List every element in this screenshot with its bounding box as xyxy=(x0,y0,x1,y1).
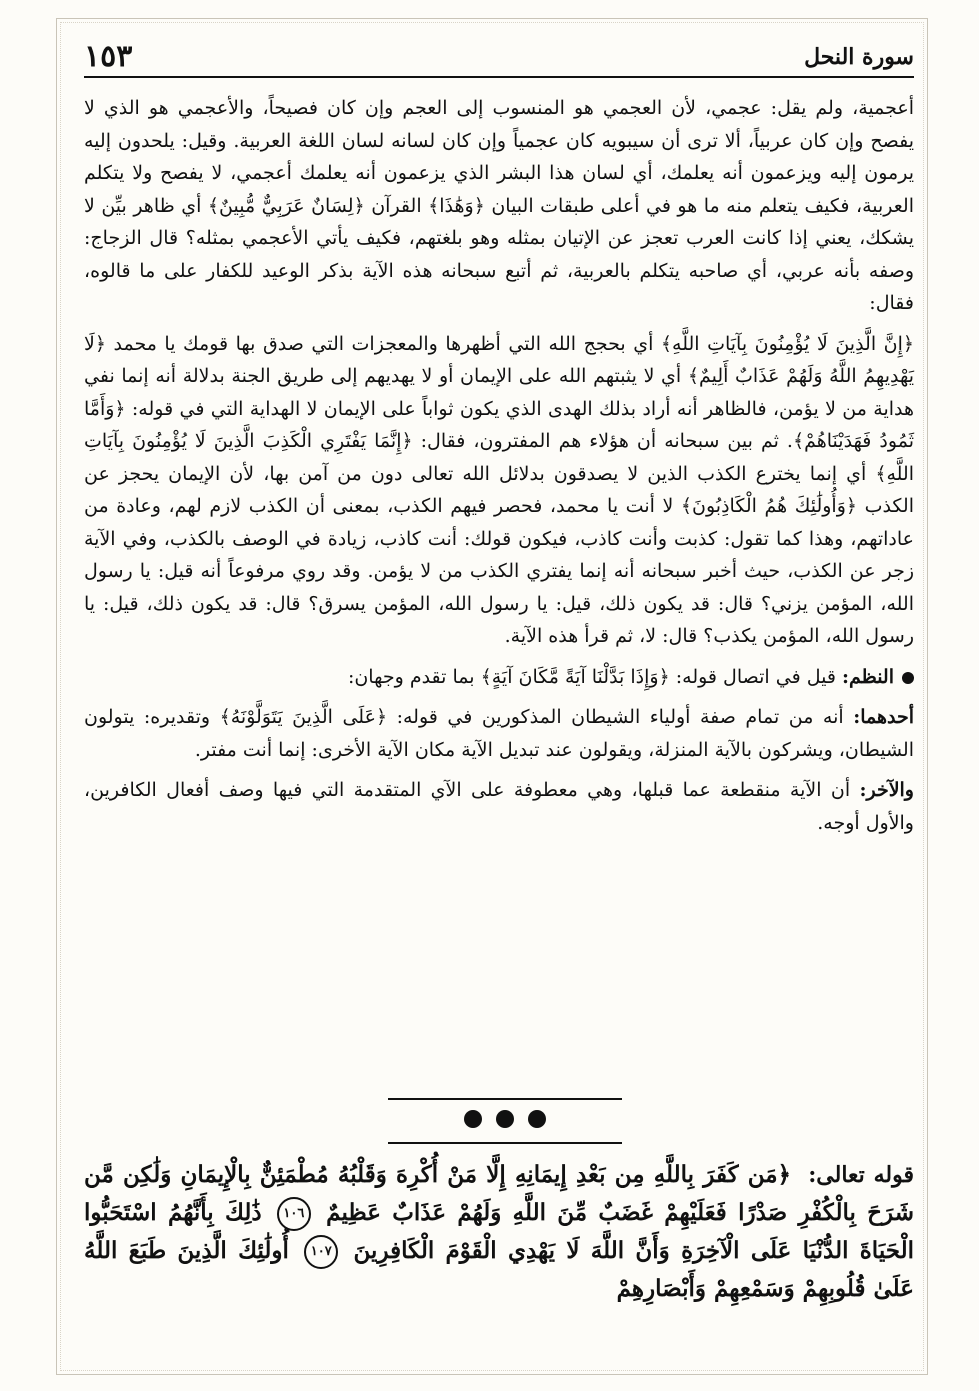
quran-verse-block xyxy=(84,1156,914,1308)
page-number: ١٥٣ xyxy=(84,39,133,74)
divider-line-bottom xyxy=(388,1142,622,1144)
verse-text-108: أُولَٰئِكَ الَّذِينَ طَبَعَ اللَّهُ عَلَىٰ قُلُوبِهِمْ وَسَمْعِهِمْ وَأَبْصَارِهِمْ xyxy=(84,1237,914,1302)
section-divider xyxy=(388,1098,622,1146)
first-view-label: أحدهما: xyxy=(853,706,914,728)
other-view-label: والآخر: xyxy=(859,779,914,801)
paragraph-other-view xyxy=(84,774,914,839)
verse-intro-label: قوله تعالى: xyxy=(808,1162,914,1188)
first-view-text: أنه من تمام صفة أولياء الشيطان المذكورين في قوله: ﴿عَلَى الَّذِينَ يَتَوَلَّوْنَهُ﴾ وتقديره: يتولون الشيطان، ويشركون بالآية المنزلة، ويقولون عند تبديل الآية مكان الآية الأخرى: إنما أنت مفتر. xyxy=(84,706,914,761)
paragraph-first-view xyxy=(84,701,914,766)
dot-icon xyxy=(464,1110,482,1128)
paragraph-nazm xyxy=(84,661,914,694)
paragraph-ajami: أعجمية، ولم يقل: عجمي، لأن العجمي هو المنسوب إلى العجم وإن كان فصيحاً، والأعجمي هو الذي لا يفصح وإن كان عربياً، ألا ترى أن سيبويه كان عجمياً وإن كان لسانه لسان اللغة العربية. وقيل: يلحدون إليه يرمون إليه ويزعمون أنه يعلمك، أي لسان هذا البشر الذي يزعمون أنه يعلمك أعجمي، لا يفصح ولا يتكلم العربية، فكيف يتعلم منه ما هو في أعلى طبقات البيان ﴿وَهَٰذَا﴾ القرآن ﴿لِسَانٌ عَرَبِيٌّ مُّبِينٌ﴾ أي ظاهر بيِّن لا يشكك، يعني إذا كانت العرب تعجز عن الإتيان بمثله وهو بلغتهم، فكيف يأتي الأعجمي بمثله؟ قال الزجاج: وصفه بأنه عربي، أي صاحبه يتكلم بالعربية، ثم أتبع سبحانه هذه الآية بذكر الوعيد للكفار على ما قالوه، فقال: xyxy=(84,97,914,314)
verse-text-107: ذَٰلِكَ بِأَنَّهُمُ اسْتَحَبُّوا الْحَيَاةَ الدُّنْيَا عَلَى الْآخِرَةِ وَأَنَّ اللَّهَ لَا يَهْدِي الْقَوْمَ الْكَافِرِينَ xyxy=(84,1199,914,1264)
ayah-number-107: ١٠٧ xyxy=(304,1235,338,1269)
nazm-text: قيل في اتصال قوله: ﴿وَإِذَا بَدَّلْنَا آيَةً مَّكَانَ آيَةٍ﴾ بما تقدم وجهان: xyxy=(347,665,836,688)
nazm-label: النظم: xyxy=(841,665,894,688)
ayah-number-106: ١٠٦ xyxy=(277,1197,311,1231)
surah-title: سورة النحل xyxy=(804,44,914,70)
dot-icon xyxy=(496,1110,514,1128)
dot-icon xyxy=(528,1110,546,1128)
divider-line-top xyxy=(388,1098,622,1100)
page-header xyxy=(84,30,914,78)
paragraph-verse-commentary: ﴿إِنَّ الَّذِينَ لَا يُؤْمِنُونَ بِآيَاتِ اللَّهِ﴾ أي بحجج الله التي أظهرها والمعجزات التي صدق بها قومك يا محمد ﴿لَا يَهْدِيهِمُ اللَّهُ وَلَهُمْ عَذَابٌ أَلِيمٌ﴾ أي لا يثبتهم الله على الإيمان أو لا يهديهم إلى طريق الجنة بدلالة أنه إنما نفي هداية من لا يؤمن، فالظاهر أنه أراد بذلك الهدى الذي يكون ثواباً على الإيمان لا الهداية التي في قوله: ﴿وَأَمَّا ثَمُودُ فَهَدَيْنَاهُمْ﴾. ثم بين سبحانه أن هؤلاء هم المفترون، فقال: ﴿إِنَّمَا يَفْتَرِي الْكَذِبَ الَّذِينَ لَا يُؤْمِنُونَ بِآيَاتِ اللَّهِ﴾ أي إنما يخترع الكذب الذين لا يصدقون بدلائل الله تعالى دون من آمن بها، لأن الإيمان يحجز عن الكذب ﴿وَأُولَٰئِكَ هُمُ الْكَاذِبُونَ﴾ لا أنت يا محمد، فحصر فيهم الكذب، بمعنى أن الكذب لازم لهم، وعادة من عاداتهم، وهذا كما تقول: كذبت وأنت كاذب، فيكون قولك: أنت كاذب، زيادة في الوصف بالكذب، وفي الآية زجر عن الكذب، حيث أخبر سبحانه أنه إنما يفتري الكذب من لا يؤمن. وقد روي مرفوعاً أنه قيل: يا رسول الله، المؤمن يزني؟ قال: قد يكون ذلك، قيل: يا رسول الله، المؤمن يسرق؟ قال: قد يكون ذلك، قيل: يا رسول الله، المؤمن يكذب؟ قال: لا، ثم قرأ هذه الآية. xyxy=(84,332,914,647)
divider-dots xyxy=(388,1110,622,1132)
verse-text-106: ﴿مَن كَفَرَ بِاللَّهِ مِن بَعْدِ إِيمَانِهِ إِلَّا مَنْ أُكْرِهَ وَقَلْبُهُ مُطْمَئِنٌّ بِالْإِيمَانِ وَلَٰكِن مَّن شَرَحَ بِالْكُفْرِ صَدْرًا فَعَلَيْهِمْ غَضَبٌ مِّنَ اللَّهِ وَلَهُمْ عَذَابٌ عَظِيمٌ xyxy=(84,1161,914,1226)
other-view-text: أن الآية منقطعة عما قبلها، وهي معطوفة على الآي المتقدمة التي فيها وصف أفعال الكافرين، والأول أوجه. xyxy=(84,779,914,834)
commentary-body xyxy=(84,92,914,847)
bullet-icon xyxy=(902,672,914,684)
